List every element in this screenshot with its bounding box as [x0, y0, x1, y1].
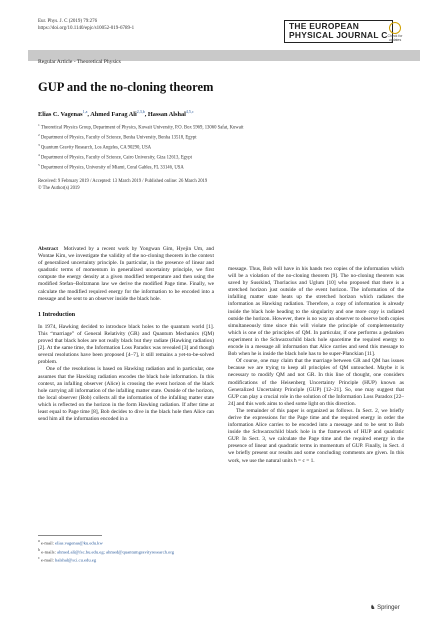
author-name: Hassan Alshal [147, 111, 186, 119]
section-heading-introduction: 1 Introduction [38, 311, 76, 318]
article-category-bar [28, 50, 420, 65]
author-name: Ahmed Farag Ali [90, 111, 137, 119]
copyright-line: © The Author(s) 2019 [38, 186, 80, 191]
citation: Eur. Phys. J. C (2019) 79:276 [38, 19, 98, 24]
paper-title: GUP and the no-cloning theorem [38, 80, 214, 94]
paragraph: Of course, one may claim that the marriage between GR and QM has issues because we are trying to keep all principles of QM untouched. Maybe it is necessary to modify QM and not GR. In this line of thought, one considers modifications of the Heisenberg Uncertainty Principle (HUP) known as Generalized Uncertainty Principle (GUP) [12–21]. So, one may suggest that GUP can play a crucial role in the solution of the Information Loss Paradox [22–24] and this work aims to shed some light on this direction. [228, 358, 404, 407]
check-updates-badge[interactable] [384, 22, 406, 44]
check-updates-icon [389, 22, 401, 34]
author-affiliation-mark[interactable]: 1,a [82, 109, 88, 114]
author-name: Elias C. Vagenas [38, 111, 83, 119]
abstract-label: Abstract [38, 246, 59, 252]
check-updates-label: Check for updates [387, 34, 403, 42]
paragraph: In 1974, Hawking decided to introduce black holes to the quantum world [1]. This “marriage” of General Relativity (GR) and Quantum Mechanics (QM) proved that black holes are not really black but they radiate (Hawking radiation) [2]. At the same time, the Information Loss Paradox was revealed [3] and though several resolutions have been proposed [4–7], it still remains a yet-to-be-solved problem. [38, 323, 214, 366]
email-link[interactable]: ahmed.ali@fsc.bu.edu.eg; ahmed@quantumgravityresearch.org [57, 549, 175, 555]
affiliation-list [38, 122, 338, 172]
affiliation: $^4$ Department of Physics, Faculty of Science, Cairo University, Giza 12613, Egypt [38, 152, 192, 161]
doi-link[interactable]: https://doi.org/10.1140/epjc/s10052-019-6789-1 [38, 26, 135, 31]
affiliation: $^3$ Quantum Gravity Research, Los Angeles, CA 90290, USA [38, 142, 152, 151]
footnote: $^c$ e-mail: halshal@sci.cu.edu.eg [38, 556, 97, 563]
paragraph: One of the resolutions is based on Hawking radiation and in particular, one assumes that the Hawking radiation encodes the black hole information. In this context, an infalling observer (Alice) is crossing the event horizon of the black hole carrying all information of the infalling matter state. Outside of the horizon, the local observer (Bob) collects all the information of the infalling matter state which is reflected on the horizon in the form Hawking radiation. If after time at least equal to Page time [8], Bob decides to dive in the black hole then Alice can send him all the information encoded in a [38, 366, 214, 423]
paragraph: The remainder of this paper is organized as follows. In Sect. 2, we briefly derive the expressions for the Page time and the required energy in order the information Alice carries to be encoded into a message and to be sent to Bob inside the Schwarzschild black hole in the framework of HUP and quadratic GUP. In Sect. 3, we calculate the Page time and the required energy in the presence of linear and quadratic terms in momentum of GUP. Finally, in Sect. 4 we briefly present our results and some concluding comments are given. In this work, we use the natural units ħ = c = 1. [228, 407, 404, 464]
publisher-name: Springer [377, 605, 400, 611]
footnote: $^a$ e-mail: elias.vagenas@ku.edu.kw [38, 539, 103, 546]
left-column [38, 246, 214, 423]
publisher-logo [370, 604, 400, 611]
publication-dates: Received: 9 February 2019 / Accepted: 13 March 2019 / Published online: 26 March 2019 [38, 179, 208, 184]
journal-logo [284, 20, 393, 43]
author-affiliation-mark[interactable]: 4,5,c [185, 109, 194, 114]
email-link[interactable]: elias.vagenas@ku.edu.kw [55, 540, 103, 546]
journal-name-line1: THE EUROPEAN [289, 21, 360, 31]
paragraph: message. Thus, Bob will have in his hands two copies of the information which will be a violation of the no-cloning theorem [9]. The no-cloning theorem was saved by Susskind, Thorlacius and Uglum [10] who proposed that there is a stretched horizon just outside of the event horizon. The information of the infalling matter state heats up the stretched horizon which radiates the information as Hawking radiation. Therefore, a copy of information is already inside the black hole heading to the singularity and one more copy is radiated outside the horizon. However, there is no way an observer to observe both copies simultaneously time since this will violate the principle of complementarity which is one of the principles of QM. In particular, if one performs a gedanken experiment in the Schwarzschild black hole spacetime the required energy to encode in a message all information that Alice carries and send this message to Bob when he is inside the black hole has to be super-Planckian [11]. [228, 266, 404, 358]
footnote-divider [38, 535, 102, 536]
footnote: $^b$ e-mails: ahmed.ali@fsc.bu.edu.eg; ahmed@quantumgravityresearch.org [38, 547, 175, 555]
abstract [38, 246, 214, 303]
abstract-text: Motivated by a recent work by Yongwan Gim, Hyejin Um, and Wontae Kim, we investigate the validity of the no-cloning theorem in the context of generalized uncertainty principle. In particular, in the presence of linear and quadratic terms of momentum in generalized uncertainty principle, we first compute the energy density at a given modified temperature and then using the modified Stefan–Boltzmann law we derive the modified Page time. Finally, we calculate the modified required energy for the information to be encoded into a message and be sent to an observer inside the black hole. [38, 246, 214, 302]
springer-horse-icon: ♞ [370, 605, 376, 611]
author-list: Elias C. Vagenas$^{1,a}$, Ahmed Farag Ali$^{2,3,b}$, Hassan Alshal$^{4,5,c}$ [38, 109, 194, 119]
affiliation: $^5$ Department of Physics, University of Miami, Coral Gables, FL 33146, USA [38, 162, 184, 171]
article-category: Regular Article - Theoretical Physics [38, 59, 121, 65]
author-affiliation-mark[interactable]: 2,3,b [136, 109, 145, 114]
affiliation: $^1$ Theoretical Physics Group, Department of Physics, Kuwait University, P.O. Box 5969, 13060 Safat, Kuwait [38, 123, 244, 131]
email-link[interactable]: halshal@sci.cu.edu.eg [55, 557, 97, 563]
affiliation: $^2$ Department of Physics, Faculty of Science, Benha University, Benha 13518, Egypt [38, 132, 197, 141]
right-column [228, 266, 404, 465]
journal-name-line2: PHYSICAL JOURNAL C [289, 30, 388, 40]
footnotes [38, 538, 228, 564]
